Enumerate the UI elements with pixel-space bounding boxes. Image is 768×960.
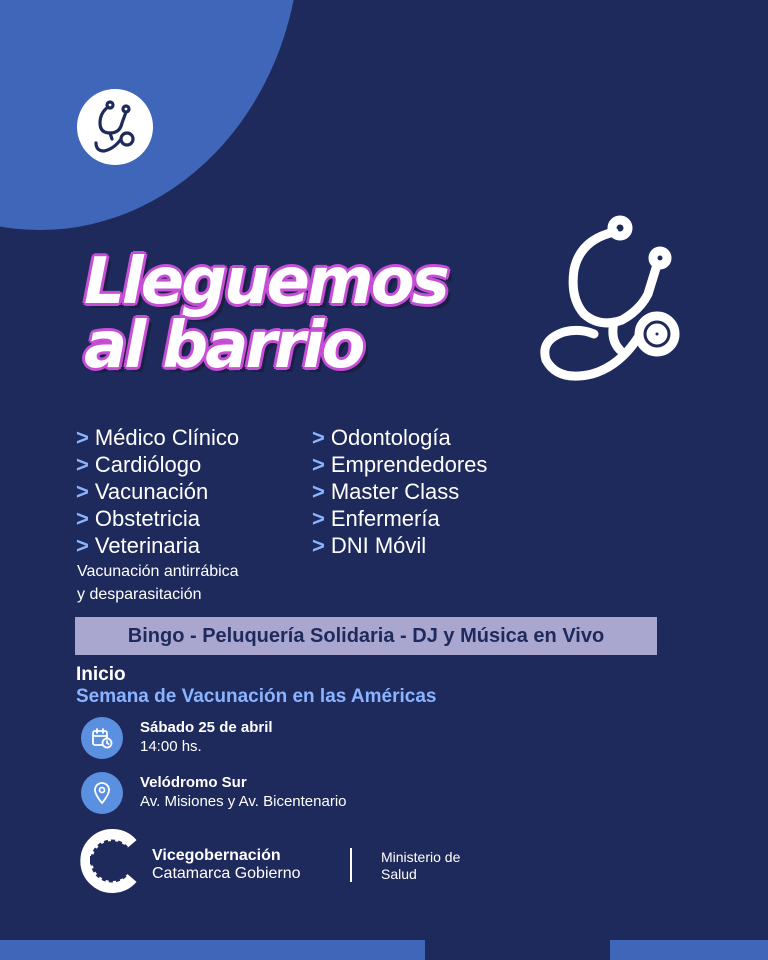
list-item: > Médico Clínico <box>76 425 240 450</box>
title-line-1: Lleguemos <box>84 245 447 319</box>
list-item: > Odontología <box>312 425 451 450</box>
arrow-icon: > <box>312 452 325 477</box>
arrow-icon: > <box>312 506 325 531</box>
bottom-bar-left <box>0 940 425 960</box>
main-title <box>84 245 544 383</box>
map-pin-icon <box>81 772 123 814</box>
title-line-2: al barrio <box>84 309 363 383</box>
ministry-line-1: Ministerio de <box>381 849 461 865</box>
arrow-icon: > <box>312 479 325 504</box>
services-list-right <box>312 424 487 559</box>
note-line-2: y desparasitación <box>77 586 202 603</box>
stethoscope-badge <box>77 89 153 165</box>
arrow-icon: > <box>76 533 89 558</box>
arrow-icon: > <box>76 452 89 477</box>
note-line-1: Vacunación antirrábica <box>77 563 239 580</box>
venue-address: Av. Misiones y Av. Bicentenario <box>140 793 347 810</box>
catamarca-c-logo <box>78 828 144 894</box>
venue-name: Velódromo Sur <box>140 774 247 791</box>
event-time: 14:00 hs. <box>140 738 202 755</box>
calendar-clock-icon <box>81 717 123 759</box>
list-item: > Veterinaria <box>76 533 201 558</box>
footer-divider <box>350 848 352 882</box>
services-list-left <box>76 424 239 559</box>
vaccination-note <box>77 560 239 606</box>
list-item: > Master Class <box>312 479 460 504</box>
arrow-icon: > <box>76 425 89 450</box>
list-item: > Vacunación <box>76 479 209 504</box>
arrow-icon: > <box>312 425 325 450</box>
arrow-icon: > <box>312 533 325 558</box>
org-name-line-1: Vicegobernación <box>152 847 281 864</box>
ministry-line-2: Salud <box>381 866 417 882</box>
event-date: Sábado 25 de abril <box>140 719 273 736</box>
stethoscope-icon <box>90 99 140 155</box>
list-item: > Obstetricia <box>76 506 201 531</box>
list-item: > Enfermería <box>312 506 440 531</box>
list-item: > Cardiólogo <box>76 452 202 477</box>
bottom-bar-right <box>610 940 768 960</box>
inicio-label: Inicio <box>76 664 126 685</box>
event-name: Semana de Vacunación en las Américas <box>76 686 437 707</box>
arrow-icon: > <box>76 506 89 531</box>
activities-banner: Bingo - Peluquería Solidaria - DJ y Música en Vivo <box>75 617 657 655</box>
list-item: > DNI Móvil <box>312 533 427 558</box>
stethoscope-icon <box>540 210 690 410</box>
arrow-icon: > <box>76 479 89 504</box>
list-item: > Emprendedores <box>312 452 488 477</box>
org-name-line-2: Catamarca Gobierno <box>152 865 301 882</box>
